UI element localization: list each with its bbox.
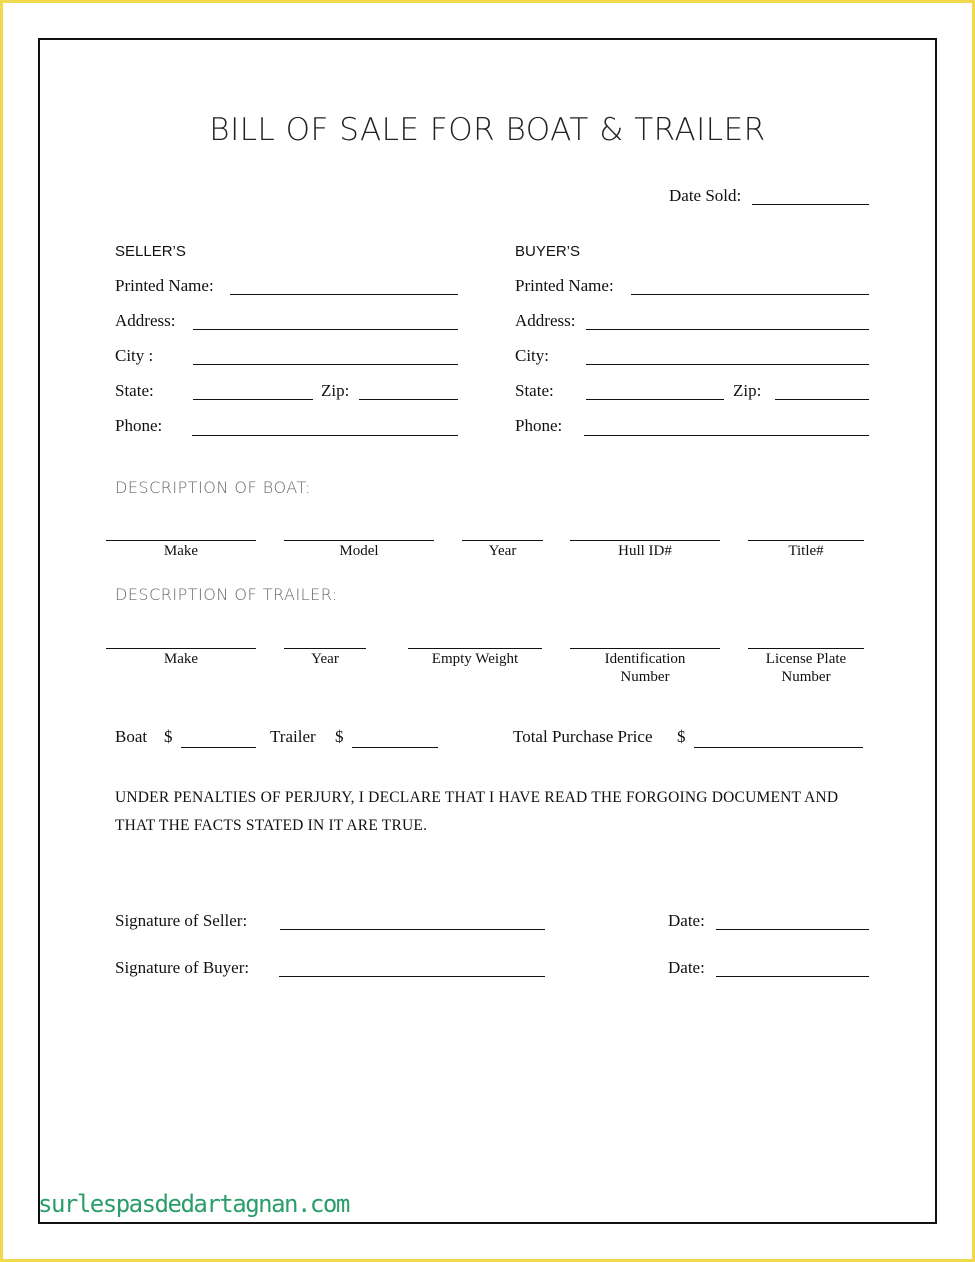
trailer-identification-caption xyxy=(570,650,720,686)
form-frame xyxy=(38,38,937,1224)
trailer-price-currency: $ xyxy=(335,727,344,746)
seller-phone-field[interactable] xyxy=(192,435,458,436)
trailer-license-plate-caption-line1: License Plate xyxy=(765,651,847,667)
seller-address-field[interactable] xyxy=(193,329,458,330)
buyer-printed-name-label: Printed Name: xyxy=(515,276,614,295)
trailer-year-caption: Year xyxy=(311,651,339,667)
boat-year-caption: Year xyxy=(488,543,517,559)
boat-model-caption: Model xyxy=(339,543,379,559)
seller-signature-date-label: Date: xyxy=(668,911,705,930)
buyer-state-label: State: xyxy=(515,381,554,400)
buyer-signature-date-label: Date: xyxy=(668,958,705,977)
buyer-city-label: City: xyxy=(515,346,550,365)
seller-address-label: Address: xyxy=(115,311,176,330)
boat-description-heading: DESCRIPTION OF BOAT: xyxy=(115,478,311,497)
seller-state-field[interactable] xyxy=(193,399,313,400)
boat-hull-id-caption: Hull ID# xyxy=(618,543,672,559)
boat-price-currency: $ xyxy=(164,727,173,746)
boat-model-field[interactable] xyxy=(284,540,434,541)
trailer-identification-caption-line2: Number xyxy=(620,669,670,685)
buyer-city-field[interactable] xyxy=(586,364,869,365)
seller-signature-label: Signature of Seller: xyxy=(115,911,248,930)
trailer-empty-weight-caption: Empty Weight xyxy=(431,651,519,667)
trailer-license-plate-caption-line2: Number xyxy=(781,669,831,685)
buyer-address-field[interactable] xyxy=(586,329,869,330)
trailer-make-field[interactable] xyxy=(106,648,256,649)
buyer-state-field[interactable] xyxy=(586,399,724,400)
trailer-price-label: Trailer xyxy=(270,727,316,746)
trailer-description-heading: DESCRIPTION OF TRAILER: xyxy=(115,585,338,604)
seller-signature-date-field[interactable] xyxy=(716,929,869,930)
perjury-declaration-line2: THAT THE FACTS STATED IN IT ARE TRUE. xyxy=(115,817,428,834)
buyer-zip-label: Zip: xyxy=(733,381,762,400)
date-sold-label: Date Sold: xyxy=(669,186,742,205)
watermark: surlespasdedartagnan.com xyxy=(38,1190,349,1218)
boat-make-caption: Make xyxy=(163,543,199,559)
buyer-signature-field[interactable] xyxy=(279,976,545,977)
boat-price-label: Boat xyxy=(115,727,148,746)
trailer-empty-weight-field[interactable] xyxy=(408,648,542,649)
boat-make-field[interactable] xyxy=(106,540,256,541)
total-price-currency: $ xyxy=(677,727,686,746)
trailer-license-plate-field[interactable] xyxy=(748,648,864,649)
buyer-heading: BUYER’S xyxy=(515,243,581,260)
trailer-make-caption: Make xyxy=(163,651,199,667)
seller-city-label: City : xyxy=(115,346,154,365)
buyer-signature-date-field[interactable] xyxy=(716,976,869,977)
seller-printed-name-field[interactable] xyxy=(230,294,458,295)
total-price-field[interactable] xyxy=(694,747,863,748)
page-title: BILL OF SALE FOR BOAT & TRAILER xyxy=(209,112,766,148)
buyer-address-label: Address: xyxy=(515,311,576,330)
trailer-year-field[interactable] xyxy=(284,648,366,649)
date-sold-field[interactable] xyxy=(752,204,869,205)
seller-printed-name-label: Printed Name: xyxy=(115,276,214,295)
boat-price-field[interactable] xyxy=(181,747,256,748)
seller-phone-label: Phone: xyxy=(115,416,163,435)
trailer-price-field[interactable] xyxy=(352,747,438,748)
seller-heading: SELLER’S xyxy=(115,243,186,260)
seller-zip-label: Zip: xyxy=(321,381,350,400)
buyer-printed-name-field[interactable] xyxy=(631,294,869,295)
buyer-signature-label: Signature of Buyer: xyxy=(115,958,250,977)
seller-signature-field[interactable] xyxy=(280,929,545,930)
boat-title-caption: Title# xyxy=(788,543,824,559)
seller-city-field[interactable] xyxy=(193,364,458,365)
perjury-declaration xyxy=(115,784,838,840)
buyer-phone-label: Phone: xyxy=(515,416,563,435)
boat-hull-id-field[interactable] xyxy=(570,540,720,541)
seller-state-label: State: xyxy=(115,381,154,400)
trailer-license-plate-caption xyxy=(748,650,864,686)
buyer-zip-field[interactable] xyxy=(775,399,869,400)
trailer-identification-caption-line1: Identification xyxy=(604,651,686,667)
total-price-label: Total Purchase Price xyxy=(513,727,653,746)
trailer-identification-field[interactable] xyxy=(570,648,720,649)
boat-year-field[interactable] xyxy=(462,540,543,541)
buyer-phone-field[interactable] xyxy=(584,435,869,436)
perjury-declaration-line1: UNDER PENALTIES OF PERJURY, I DECLARE THAT I HAVE READ THE FORGOING DOCUMENT AND xyxy=(115,789,839,806)
seller-zip-field[interactable] xyxy=(359,399,458,400)
boat-title-field[interactable] xyxy=(748,540,864,541)
